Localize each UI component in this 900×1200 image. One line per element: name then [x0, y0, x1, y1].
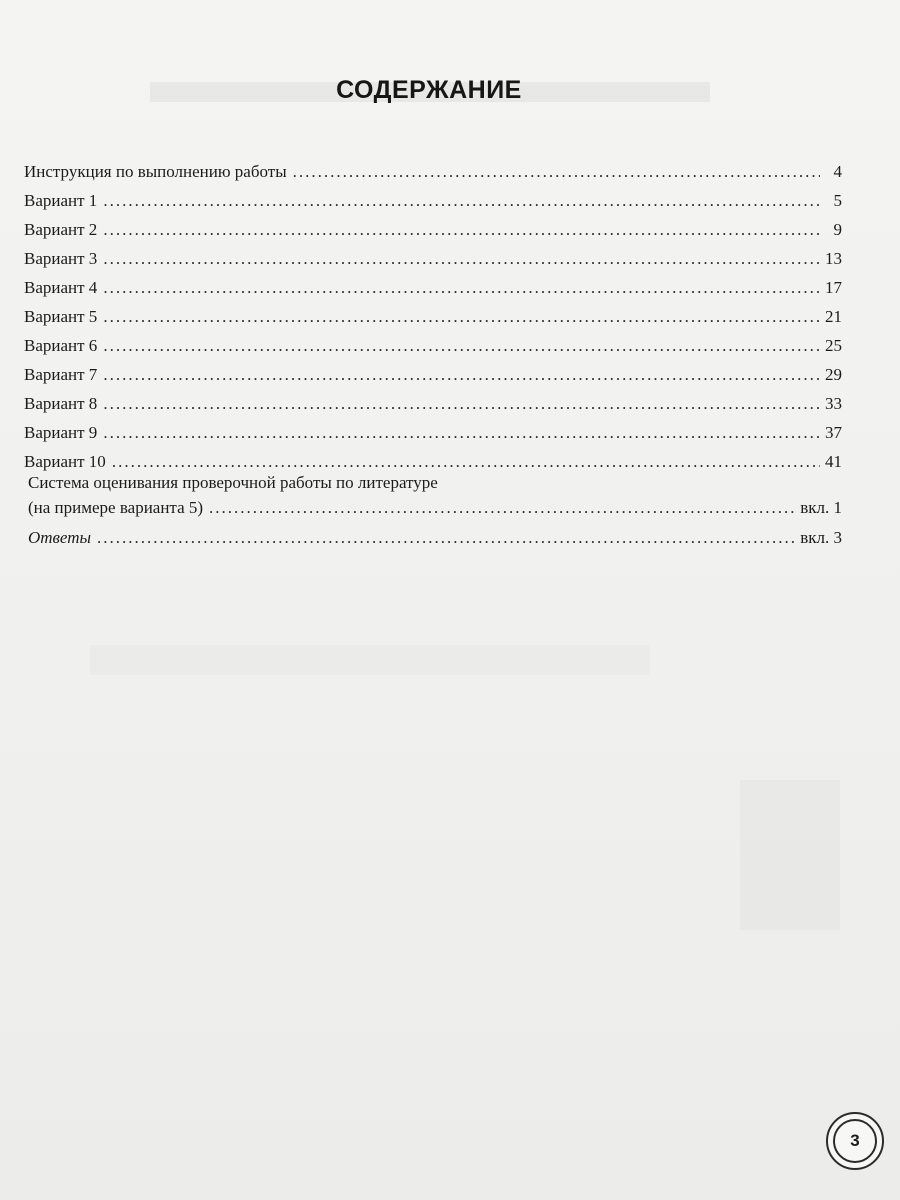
page-title: СОДЕРЖАНИЕ — [336, 76, 522, 104]
toc-leader — [103, 220, 820, 240]
toc-leader — [103, 249, 820, 269]
toc-entry-label: Вариант 7 — [24, 365, 98, 384]
toc-entry-page: 33 — [825, 394, 842, 413]
toc-leader — [103, 191, 820, 211]
toc-entry[interactable] — [24, 448, 842, 472]
toc-leader — [103, 307, 820, 327]
show-through-band — [740, 780, 840, 930]
toc-entry-label: Вариант 10 — [24, 452, 106, 471]
toc-entry-answers[interactable] — [24, 524, 842, 548]
toc-entry-page: 21 — [825, 307, 842, 326]
page-number-badge — [826, 1112, 884, 1170]
toc-entry-page: 37 — [825, 423, 842, 442]
toc-leader — [103, 336, 820, 356]
toc-entry[interactable] — [24, 361, 842, 385]
toc-entry-page: 29 — [825, 365, 842, 384]
toc-leader — [293, 162, 820, 182]
toc-entry[interactable] — [24, 158, 842, 182]
toc-entry-page: 17 — [825, 278, 842, 297]
toc-entry-label: Вариант 9 — [24, 423, 98, 442]
toc-entry-page: 4 — [833, 162, 842, 181]
toc-leader — [112, 452, 820, 472]
toc-entry-assessment[interactable] — [24, 494, 842, 518]
toc-entry-label: Вариант 1 — [24, 191, 98, 210]
toc-entry[interactable] — [24, 419, 842, 443]
toc-entry[interactable] — [24, 187, 842, 211]
page-number: 3 — [833, 1119, 877, 1163]
toc-entry-label: Вариант 6 — [24, 336, 98, 355]
toc-entry-label: Ответы — [28, 528, 92, 547]
toc-entry-page: 9 — [833, 220, 842, 239]
toc-entry[interactable] — [24, 303, 842, 327]
toc-leader — [209, 498, 796, 518]
toc-entry-page: 13 — [825, 249, 842, 268]
toc-entry-label: Вариант 8 — [24, 394, 98, 413]
toc-entry-page: 25 — [825, 336, 842, 355]
toc-leader — [103, 394, 820, 414]
toc-leader — [103, 365, 820, 385]
toc-entry[interactable] — [24, 216, 842, 240]
toc-entry-page: 5 — [833, 191, 842, 210]
toc-entry[interactable] — [24, 332, 842, 356]
toc-entry-label: Вариант 2 — [24, 220, 98, 239]
toc-entry-label: Инструкция по выполнению работы — [24, 162, 287, 181]
toc-entry-label: Вариант 3 — [24, 249, 98, 268]
toc-assessment-title: Система оценивания проверочной работы по литературе — [28, 473, 438, 492]
toc-entry-page: вкл. 3 — [800, 528, 842, 547]
toc-leader — [103, 423, 820, 443]
toc-entry[interactable] — [24, 390, 842, 414]
toc-entry-page: 41 — [825, 452, 842, 471]
show-through-band — [90, 645, 650, 675]
toc-entry-label: Вариант 4 — [24, 278, 98, 297]
toc-entry[interactable] — [24, 274, 842, 298]
toc-leader — [103, 278, 820, 298]
toc-entry-page: вкл. 1 — [800, 498, 842, 517]
toc-leader — [97, 528, 796, 548]
toc-entry-label: Вариант 5 — [24, 307, 98, 326]
toc-entry[interactable] — [24, 245, 842, 269]
toc-entry-label: (на примере варианта 5) — [28, 498, 204, 517]
